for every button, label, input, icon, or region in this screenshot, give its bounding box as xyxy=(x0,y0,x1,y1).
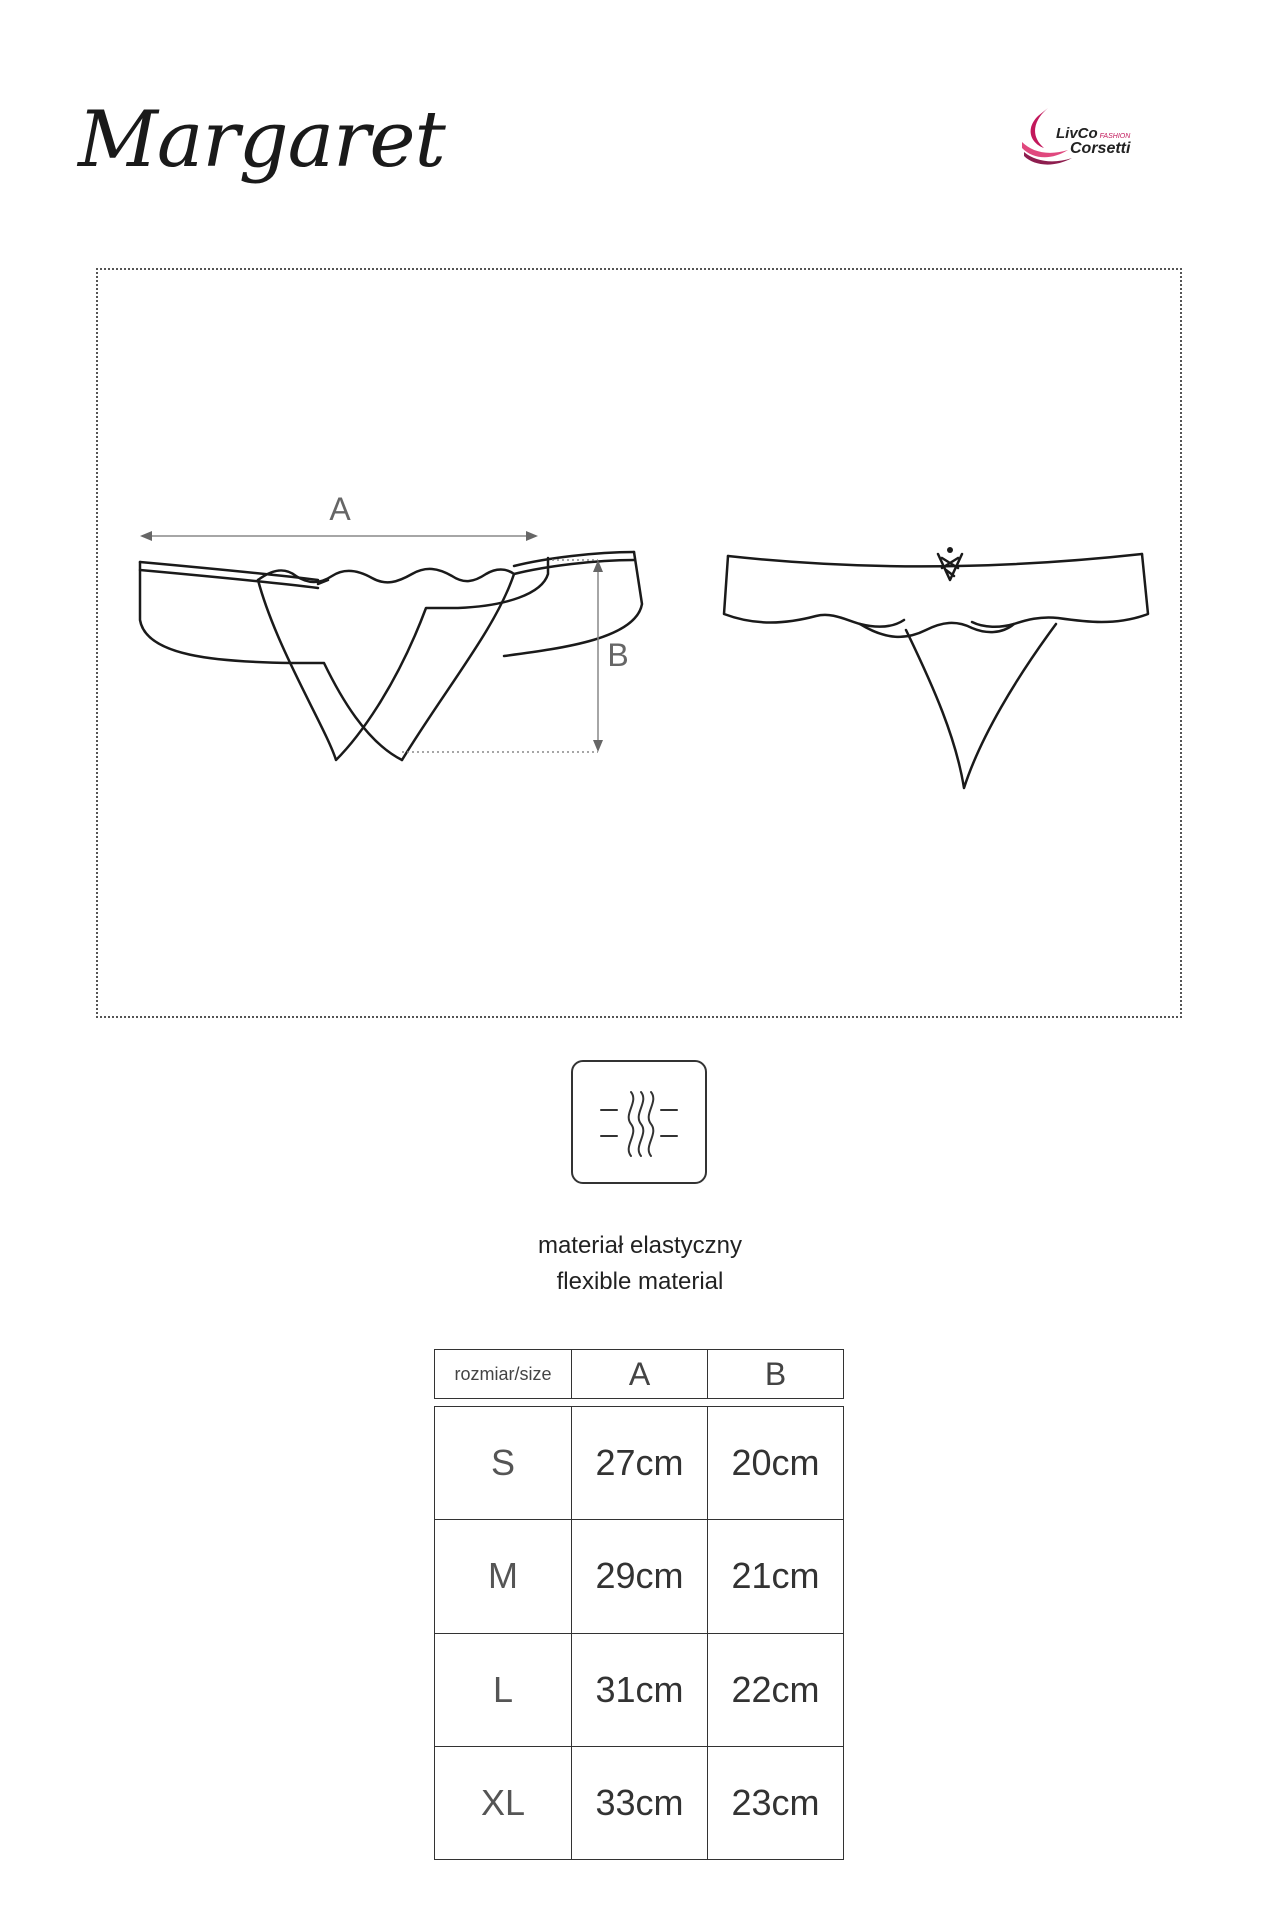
dimension-label-a: A xyxy=(329,491,351,527)
table-row xyxy=(435,1746,844,1859)
measure-a-cell: 31cm xyxy=(572,1633,708,1746)
material-label-polish: materiał elastyczny xyxy=(537,1232,743,1259)
table-row xyxy=(435,1633,844,1746)
brand-name-line1: LivCo xyxy=(1056,125,1098,142)
measure-a-cell: 27cm xyxy=(572,1407,708,1520)
measure-b-cell: 20cm xyxy=(708,1407,844,1520)
table-row xyxy=(435,1520,844,1633)
front-view-drawing xyxy=(140,552,642,760)
size-cell: L xyxy=(435,1633,572,1746)
header-b: B xyxy=(708,1350,844,1399)
garment-diagram xyxy=(96,268,1182,1018)
flexible-material-icon xyxy=(571,1060,707,1184)
measure-a-cell: 29cm xyxy=(572,1520,708,1633)
size-cell: XL xyxy=(435,1746,572,1859)
table-row xyxy=(435,1407,844,1520)
header-size: rozmiar/size xyxy=(435,1350,572,1399)
brand-fashion-tag: FASHION xyxy=(1099,133,1131,140)
brand-name-line2: Corsetti xyxy=(1070,140,1131,157)
measure-b-cell: 21cm xyxy=(708,1520,844,1633)
measure-b-cell: 23cm xyxy=(708,1746,844,1859)
size-table-header xyxy=(434,1349,844,1399)
measure-b-cell: 22cm xyxy=(708,1633,844,1746)
measure-a-cell: 33cm xyxy=(572,1746,708,1859)
header-a: A xyxy=(572,1350,708,1399)
size-cell: S xyxy=(435,1407,572,1520)
dimension-label-b: B xyxy=(607,637,629,673)
size-table xyxy=(434,1406,844,1860)
size-cell: M xyxy=(435,1520,572,1633)
product-title: Margaret xyxy=(78,95,445,185)
back-view-drawing xyxy=(724,547,1148,788)
stretch-fabric-icon xyxy=(573,1062,705,1182)
brand-logo xyxy=(1018,100,1158,170)
material-label-english: flexible material xyxy=(556,1268,724,1295)
